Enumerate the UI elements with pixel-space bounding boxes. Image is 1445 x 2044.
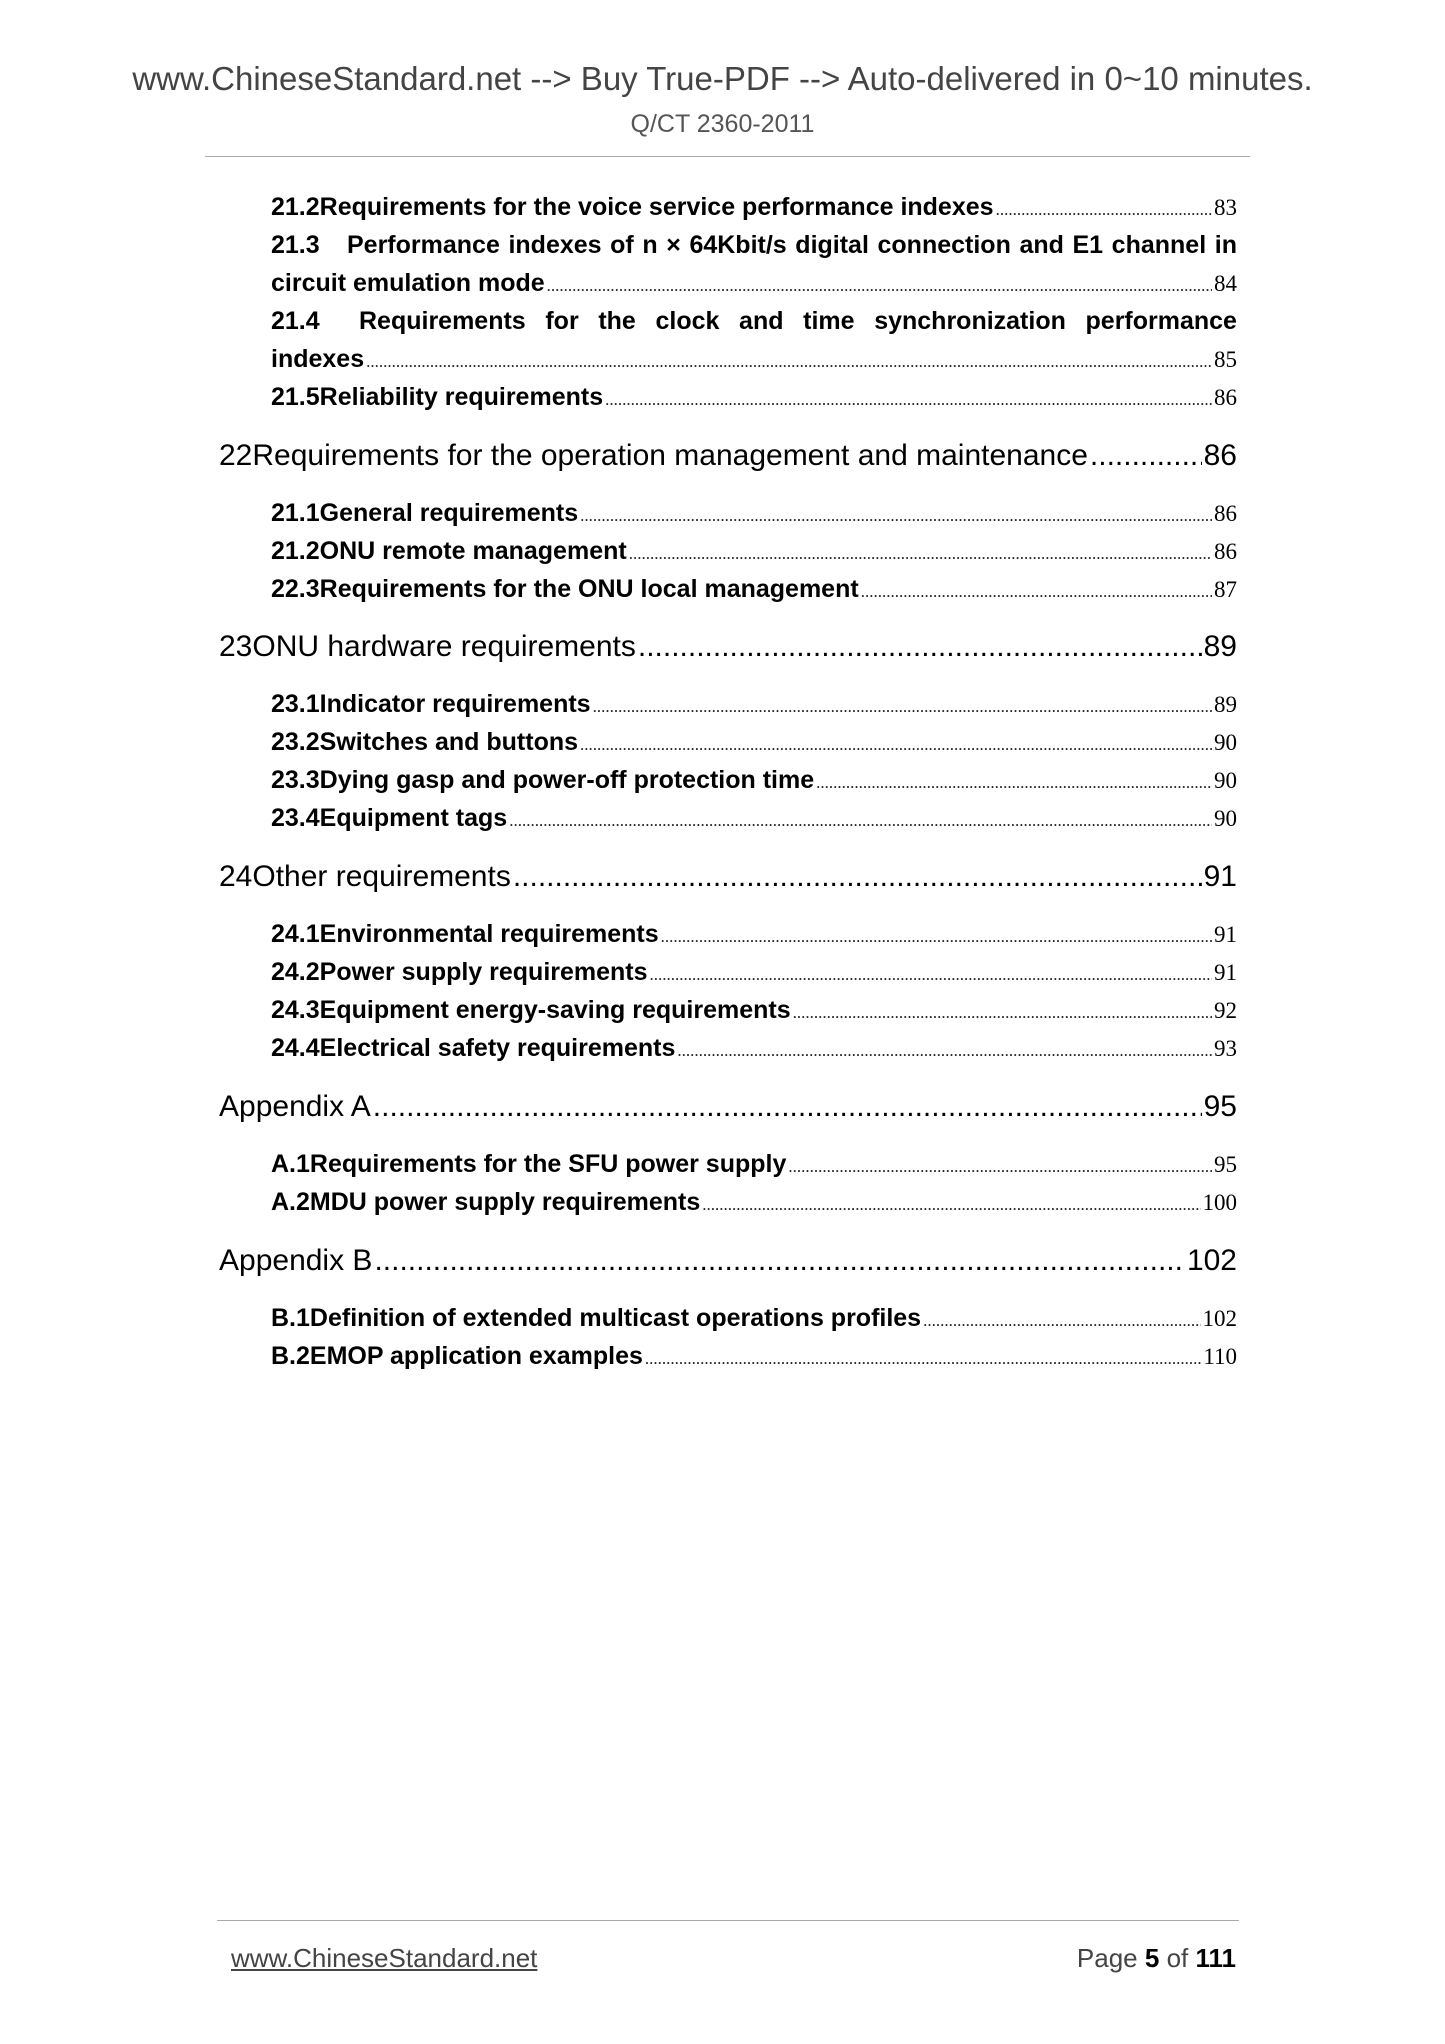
dot-leader xyxy=(580,497,1212,535)
toc-title-word: 64Kbit/s xyxy=(689,231,787,259)
toc-section[interactable] xyxy=(219,625,1237,669)
current-page-number: 5 xyxy=(1144,1943,1160,1973)
toc-title-word: and xyxy=(1019,231,1064,259)
toc-entry[interactable] xyxy=(271,1145,1237,1183)
toc-title: Switches and buttons xyxy=(319,728,579,756)
toc-entry[interactable] xyxy=(271,532,1237,570)
toc-title: Requirements for the voice service performance indexes xyxy=(319,193,994,221)
header-rule xyxy=(205,156,1250,157)
page-label: Page xyxy=(1076,1943,1138,1973)
footer-page-indicator xyxy=(1077,1940,1236,1976)
toc-title: Requirements for the operation management and maintenance xyxy=(252,439,1088,472)
toc-title-word: × xyxy=(666,231,681,259)
toc-number: 24.1 xyxy=(271,920,320,948)
dot-leader xyxy=(677,1032,1212,1070)
toc-entry-line-1[interactable] xyxy=(271,302,1237,340)
toc-page-number: 90 xyxy=(1214,768,1237,793)
toc-number: 23.4 xyxy=(271,804,320,832)
toc-title: ONU hardware requirements xyxy=(252,630,636,663)
toc-entry[interactable] xyxy=(271,685,1237,723)
dot-leader xyxy=(605,381,1212,419)
toc-appendix[interactable] xyxy=(219,1239,1237,1283)
toc-title: circuit emulation mode xyxy=(271,269,545,297)
toc-title: Equipment energy-saving requirements xyxy=(319,996,791,1024)
toc-title: Appendix B xyxy=(219,1244,373,1277)
toc-entry[interactable] xyxy=(271,991,1237,1029)
dot-leader xyxy=(793,994,1212,1032)
toc-number: 21.2 xyxy=(271,193,320,221)
toc-title-word: synchronization xyxy=(874,307,1066,335)
toc-page-number: 86 xyxy=(1214,539,1237,564)
toc-title: Definition of extended multicast operations profiles xyxy=(309,1304,922,1332)
toc-title: ONU remote management xyxy=(319,537,627,565)
toc-title-word: digital xyxy=(795,231,869,259)
toc-page-number: 91 xyxy=(1214,922,1237,947)
toc-page-number: 86 xyxy=(1203,439,1237,472)
toc-page-number: 85 xyxy=(1214,347,1237,372)
toc-page-number: 87 xyxy=(1214,577,1237,602)
toc-entry[interactable] xyxy=(271,1029,1237,1067)
toc-page-number: 91 xyxy=(1203,860,1237,893)
toc-title: Requirements for the SFU power supply xyxy=(309,1150,787,1178)
dot-leader xyxy=(788,1148,1212,1186)
toc-page-number: 90 xyxy=(1214,730,1237,755)
toc-title-word: Performance xyxy=(347,231,500,259)
toc-page-number: 90 xyxy=(1214,806,1237,831)
toc-title: EMOP application examples xyxy=(309,1342,643,1370)
toc-title-word: for xyxy=(545,307,579,335)
footer-rule xyxy=(217,1920,1239,1921)
toc-number: 22 xyxy=(219,439,253,472)
toc-title: Indicator requirements xyxy=(319,690,591,718)
dot-leader xyxy=(366,343,1212,381)
toc-number: 23 xyxy=(219,630,253,663)
toc-number: 21.5 xyxy=(271,383,320,411)
toc-number: 24.4 xyxy=(271,1034,320,1062)
toc-title: Requirements for the ONU local management xyxy=(319,575,859,603)
toc-title-word: and xyxy=(739,307,784,335)
toc-entry[interactable] xyxy=(271,953,1237,991)
toc-entry[interactable] xyxy=(271,378,1237,416)
toc-page-number: 89 xyxy=(1214,692,1237,717)
toc-page-number: 100 xyxy=(1202,1190,1237,1215)
toc-number: 24.3 xyxy=(271,996,320,1024)
toc-section[interactable] xyxy=(219,434,1237,478)
toc-page-number: 95 xyxy=(1214,1152,1237,1177)
toc-title: Dying gasp and power-off protection time xyxy=(319,766,815,794)
toc-title-word: channel xyxy=(1111,231,1207,259)
dot-leader xyxy=(580,726,1212,764)
toc-title-word: of xyxy=(610,231,634,259)
toc-title: MDU power supply requirements xyxy=(309,1188,701,1216)
dot-leader xyxy=(374,1239,1184,1283)
toc-number: 24 xyxy=(219,860,253,893)
toc-page-number: 83 xyxy=(1214,195,1237,220)
toc-page-number: 102 xyxy=(1202,1306,1237,1331)
toc-entry-line-2[interactable] xyxy=(271,340,1237,378)
toc-title-word: connection xyxy=(877,231,1011,259)
toc-title-word: time xyxy=(803,307,855,335)
toc-title-word: Requirements xyxy=(359,307,526,335)
toc-title: Equipment tags xyxy=(319,804,508,832)
toc-page-number: 102 xyxy=(1186,1244,1237,1277)
toc-page-number: 86 xyxy=(1214,385,1237,410)
toc-number: A.1 xyxy=(271,1150,310,1178)
dot-leader xyxy=(373,1085,1202,1129)
toc-page-number: 110 xyxy=(1203,1344,1237,1369)
toc-entry-line-2[interactable] xyxy=(271,264,1237,302)
footer-website-link[interactable]: www.ChineseStandard.net xyxy=(231,1943,538,1973)
toc-page-number: 91 xyxy=(1214,960,1237,985)
toc-number: 22.3 xyxy=(271,575,320,603)
toc-title-word: clock xyxy=(655,307,720,335)
toc-title: indexes xyxy=(271,345,365,373)
dot-leader xyxy=(638,625,1202,669)
dot-leader xyxy=(816,764,1212,802)
toc-title-word: indexes xyxy=(508,231,602,259)
toc-number: 21.4 xyxy=(271,307,320,335)
dot-leader xyxy=(509,802,1212,840)
dot-leader xyxy=(702,1186,1200,1224)
toc-entry[interactable] xyxy=(271,915,1237,953)
toc-page-number: 95 xyxy=(1203,1090,1237,1123)
dot-leader xyxy=(861,573,1212,611)
toc-entry[interactable] xyxy=(271,1183,1237,1221)
toc-title-word: performance xyxy=(1085,307,1237,335)
toc-entry[interactable] xyxy=(271,494,1237,532)
toc-number: B.1 xyxy=(271,1304,310,1332)
toc-title: Electrical safety requirements xyxy=(319,1034,676,1062)
toc-entry[interactable] xyxy=(271,570,1237,608)
toc-title-word: n xyxy=(642,231,658,259)
toc-entry[interactable] xyxy=(271,761,1237,799)
toc-entry[interactable] xyxy=(271,188,1237,226)
toc-title-word: E1 xyxy=(1072,231,1104,259)
toc-title-word: the xyxy=(598,307,636,335)
toc-title: General requirements xyxy=(319,499,579,527)
toc-title: Environmental requirements xyxy=(319,920,659,948)
toc-entry[interactable] xyxy=(271,799,1237,837)
dot-leader xyxy=(513,855,1202,899)
dot-leader xyxy=(923,1302,1200,1340)
toc-page-number: 89 xyxy=(1203,630,1237,663)
toc-number: 21.1 xyxy=(271,499,320,527)
toc-page-number: 86 xyxy=(1214,501,1237,526)
toc-entry[interactable] xyxy=(271,1299,1237,1337)
total-page-count: 111 xyxy=(1195,1943,1236,1973)
toc-title: Other requirements xyxy=(252,860,511,893)
toc-number: 23.2 xyxy=(271,728,320,756)
toc-title: Reliability requirements xyxy=(319,383,604,411)
toc-number: 24.2 xyxy=(271,958,320,986)
toc-title-word: in xyxy=(1214,231,1237,259)
toc-number: 21.2 xyxy=(271,537,320,565)
toc-page-number: 92 xyxy=(1214,998,1237,1023)
dot-leader xyxy=(996,191,1212,229)
page-of-label: of xyxy=(1166,1943,1189,1973)
toc-page-number: 93 xyxy=(1214,1036,1237,1061)
toc-number: B.2 xyxy=(271,1342,310,1370)
toc-section[interactable] xyxy=(219,855,1237,899)
dot-leader xyxy=(645,1340,1201,1378)
toc-page-number: 84 xyxy=(1214,271,1237,296)
dot-leader xyxy=(629,535,1212,573)
dot-leader xyxy=(1090,434,1202,478)
toc-appendix[interactable] xyxy=(219,1085,1237,1129)
toc-entry[interactable] xyxy=(271,723,1237,761)
toc-number: 21.3 xyxy=(271,231,320,259)
toc-entry[interactable] xyxy=(271,1337,1237,1375)
toc-title: Power supply requirements xyxy=(319,958,648,986)
header-banner: www.ChineseStandard.net --> Buy True-PDF --> Auto-delivered in 0~10 minutes. xyxy=(132,60,1313,97)
toc-title: Appendix A xyxy=(219,1090,371,1123)
toc-number: A.2 xyxy=(271,1188,310,1216)
dot-leader xyxy=(593,688,1212,726)
dot-leader xyxy=(661,918,1212,956)
dot-leader xyxy=(650,956,1212,994)
toc-number: 23.3 xyxy=(271,766,320,794)
standard-id: Q/CT 2360-2011 xyxy=(630,110,815,138)
dot-leader xyxy=(547,267,1212,305)
toc-entry-line-1[interactable] xyxy=(271,226,1237,264)
toc-number: 23.1 xyxy=(271,690,320,718)
